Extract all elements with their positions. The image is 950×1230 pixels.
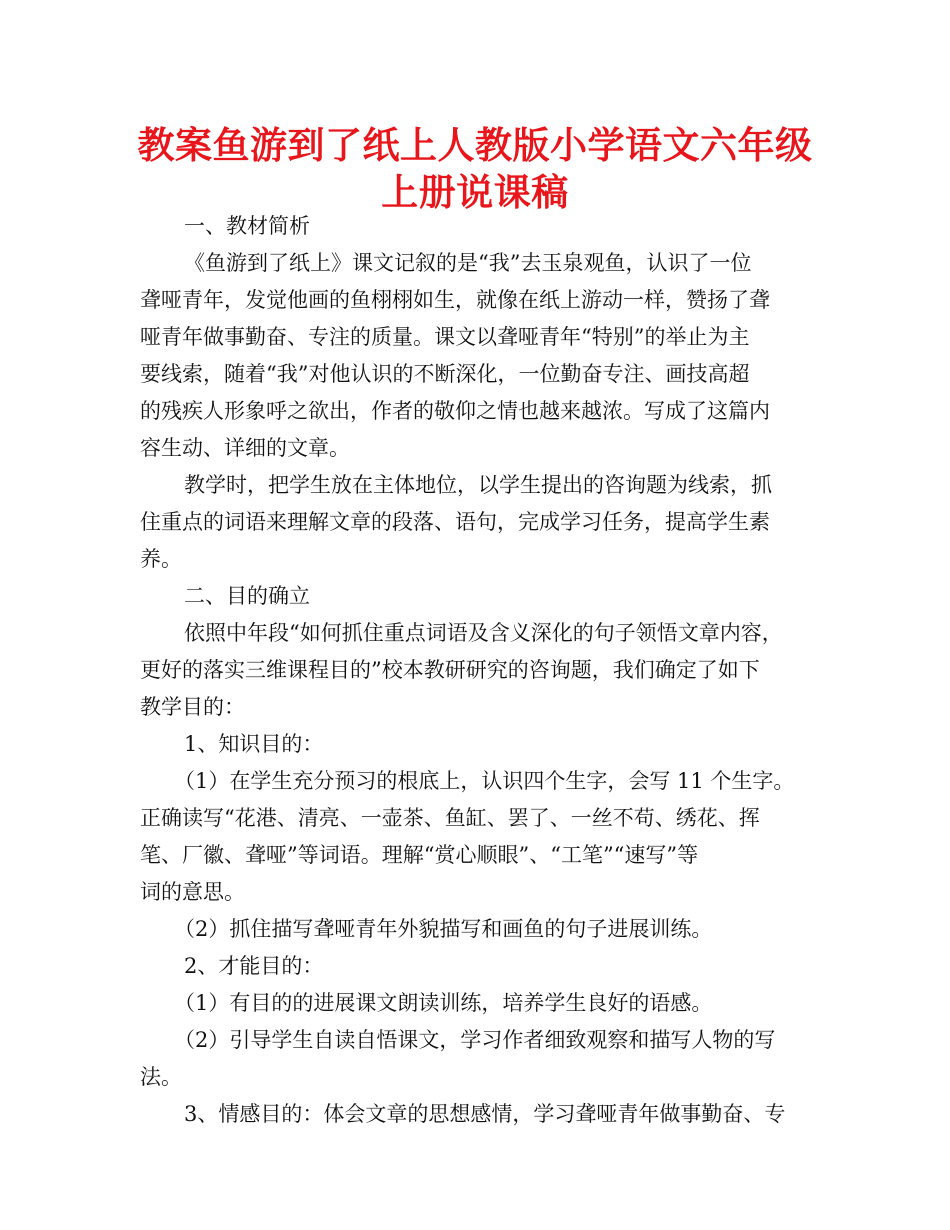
paragraph-line: 法。 bbox=[140, 1065, 182, 1089]
paragraph-line: 住重点的词语来理解文章的段落、语句，完成学习任务，提高学生素 bbox=[140, 510, 770, 534]
subsection-heading: 1、知识目的： bbox=[184, 732, 324, 756]
subsection-heading: 3、情感目的：体会文章的思想感情，学习聋哑青年做事勤奋、专 bbox=[184, 1102, 786, 1126]
paragraph-line: 容生动、详细的文章。 bbox=[140, 436, 350, 460]
document-title-line-1: 教案鱼游到了纸上人教版小学语文六年级 bbox=[137, 124, 813, 167]
list-item-line: （2）抓住描写聋哑青年外貌描写和画鱼的句子进展训练。 bbox=[174, 917, 713, 941]
subsection-heading: 2、才能目的： bbox=[184, 954, 324, 978]
paragraph-line: 更好的落实三维课程目的”校本教研研究的咨询题，我们确定了如下 bbox=[140, 658, 760, 682]
paragraph-line: 《鱼游到了纸上》课文记叙的是“我”去玉泉观鱼，认识了一位 bbox=[184, 251, 752, 275]
paragraph-line: 要线索，随着“我”对他认识的不断深化，一位勤奋专注、画技高超 bbox=[140, 362, 750, 386]
paragraph-line: 教学时，把学生放在主体地位，以学生提出的咨询题为线索，抓 bbox=[184, 473, 772, 497]
paragraph-line: 教学目的： bbox=[140, 695, 245, 719]
document-body bbox=[140, 208, 820, 1133]
list-item-line: （1）在学生充分预习的根底上，认识四个生字，会写 11 个生字。 bbox=[174, 769, 795, 793]
list-item-line: （1）有目的的进展课文朗读训练，培养学生良好的语感。 bbox=[174, 991, 713, 1015]
paragraph-line: 养。 bbox=[140, 547, 182, 571]
paragraph-line: 依照中年段“如何抓住重点词语及含义深化的句子领悟文章内容， bbox=[184, 621, 783, 645]
paragraph-line: 正确读写“花港、清亮、一壶茶、鱼缸、罢了、一丝不苟、绣花、挥 bbox=[140, 806, 760, 830]
section-heading: 二、目的确立 bbox=[184, 584, 310, 608]
paragraph-line: 词的意思。 bbox=[140, 880, 245, 904]
paragraph-line: 笔、厂徽、聋哑”等词语。理解“赏心顺眼”、“工笔”“速写”等 bbox=[140, 843, 699, 867]
document-title-line-2: 上册说课稿 bbox=[381, 171, 569, 214]
paragraph-line: 哑青年做事勤奋、专注的质量。课文以聋哑青年“特别”的举止为主 bbox=[140, 325, 750, 349]
section-heading: 一、教材简析 bbox=[184, 214, 310, 238]
paragraph-line: 的残疾人形象呼之欲出，作者的敬仰之情也越来越浓。写成了这篇内 bbox=[140, 399, 770, 423]
paragraph-line: 聋哑青年，发觉他画的鱼栩栩如生，就像在纸上游动一样，赞扬了聋 bbox=[140, 288, 770, 312]
list-item-line: （2）引导学生自读自悟课文，学习作者细致观察和描写人物的写 bbox=[174, 1028, 776, 1052]
